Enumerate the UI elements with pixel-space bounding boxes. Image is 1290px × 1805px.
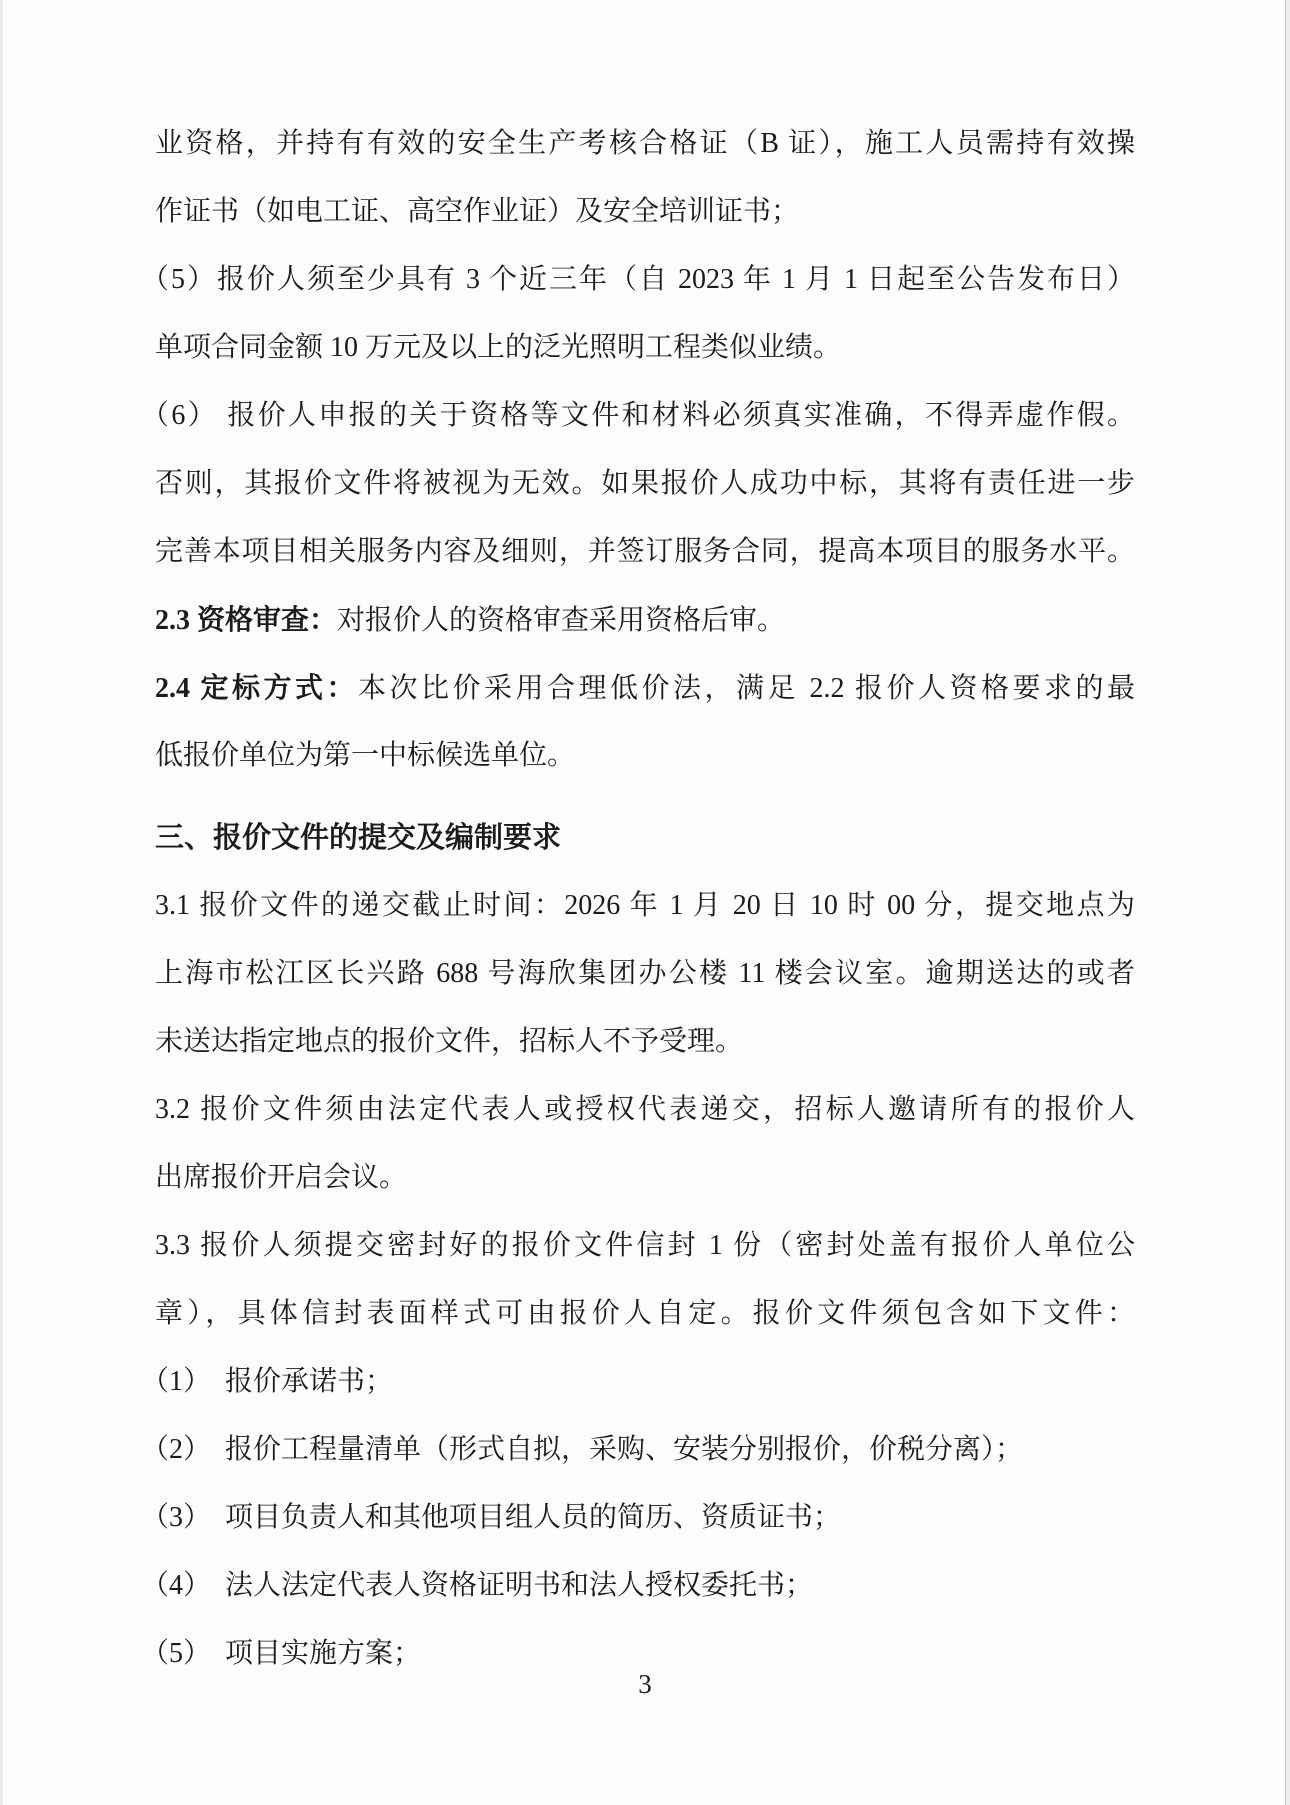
document-line [155, 1076, 1135, 1144]
text-segment: 3.3 报价人须提交密封好的报价文件信封 1 份（密封处盖有报价人单位公 [155, 1230, 1135, 1261]
document-line [155, 1212, 1135, 1280]
text-segment: （5）报价人须至少具有 3 个近三年（自 2023 年 1 月 1 日起至公告发布日） [141, 264, 1135, 295]
section-heading [155, 804, 1135, 872]
text-segment: 资格审查： [197, 604, 338, 635]
text-segment: 完善本项目相关服务内容及细则，并签订服务合同，提高本项目的服务水平。 [155, 536, 1135, 567]
document-page [3, 0, 1284, 1805]
text-segment: （2） 报价工程量清单（形式自拟，采购、安装分别报价，价税分离）； [141, 1434, 1024, 1465]
document-line [155, 722, 1135, 790]
document-line [155, 872, 1135, 940]
list-item [141, 1484, 1135, 1552]
list-item [141, 1552, 1135, 1620]
text-segment: 2.3 [155, 605, 197, 636]
text-segment: 出席报价开启会议。 [155, 1162, 408, 1193]
document-line [155, 314, 1135, 382]
text-segment: （1） 报价承诺书； [141, 1366, 394, 1397]
text-segment: （4） 法人法定代表人资格证明书和法人授权委托书； [141, 1570, 814, 1601]
document-line [155, 654, 1135, 722]
text-segment: 三、报价文件的提交及编制要求 [155, 822, 562, 854]
document-line [141, 382, 1135, 450]
text-segment: 定标方式： [200, 672, 358, 703]
text-segment: 低报价单位为第一中标候选单位。 [155, 740, 576, 771]
text-segment: 作证书（如电工证、高空作业证）及安全培训证书； [155, 196, 800, 227]
list-item [141, 1416, 1135, 1484]
document-line [155, 518, 1135, 586]
document-line [141, 246, 1135, 314]
page-number: 3 [638, 1669, 652, 1699]
list-item [141, 1348, 1135, 1416]
document-line [155, 178, 1135, 246]
text-segment: 未送达指定地点的报价文件，招标人不予受理。 [155, 1026, 744, 1057]
text-segment: 上海市松江区长兴路 688 号海欣集团办公楼 11 楼会议室。逾期送达的或者 [155, 958, 1135, 989]
text-segment: 章），具体信封表面样式可由报价人自定。报价文件须包含如下文件： [155, 1298, 1135, 1329]
text-segment: （3） 项目负责人和其他项目组人员的简历、资质证书； [141, 1502, 842, 1533]
text-segment: 否则，其报价文件将被视为无效。如果报价人成功中标，其将有责任进一步 [155, 468, 1135, 499]
text-segment: 对报价人的资格审查采用资格后审。 [337, 605, 786, 636]
text-segment: 本次比价采用合理低价法，满足 2.2 报价人资格要求的最 [358, 673, 1135, 704]
document-line [155, 110, 1135, 178]
text-segment: 3.2 报价文件须由法定代表人或授权代表递交，招标人邀请所有的报价人 [155, 1094, 1135, 1125]
text-segment: （6） 报价人申报的关于资格等文件和材料必须真实准确，不得弄虚作假。 [141, 400, 1135, 431]
document-line [155, 1008, 1135, 1076]
document-line [155, 450, 1135, 518]
document-line [155, 1144, 1135, 1212]
document-line [155, 940, 1135, 1008]
text-segment: （5） 项目实施方案； [141, 1638, 422, 1669]
document-line [155, 1280, 1135, 1348]
text-segment: 2.4 [155, 673, 201, 704]
document-body [141, 110, 1135, 1688]
text-segment: 业资格，并持有有效的安全生产考核合格证（B 证），施工人员需持有效操 [155, 128, 1135, 159]
text-segment: 单项合同金额 10 万元及以上的泛光照明工程类似业绩。 [155, 332, 842, 363]
document-line [155, 586, 1135, 654]
viewer-gutter-right [1285, 0, 1290, 1805]
text-segment: 3.1 报价文件的递交截止时间：2026 年 1 月 20 日 10 时 00 分，提交地点为 [155, 890, 1135, 921]
